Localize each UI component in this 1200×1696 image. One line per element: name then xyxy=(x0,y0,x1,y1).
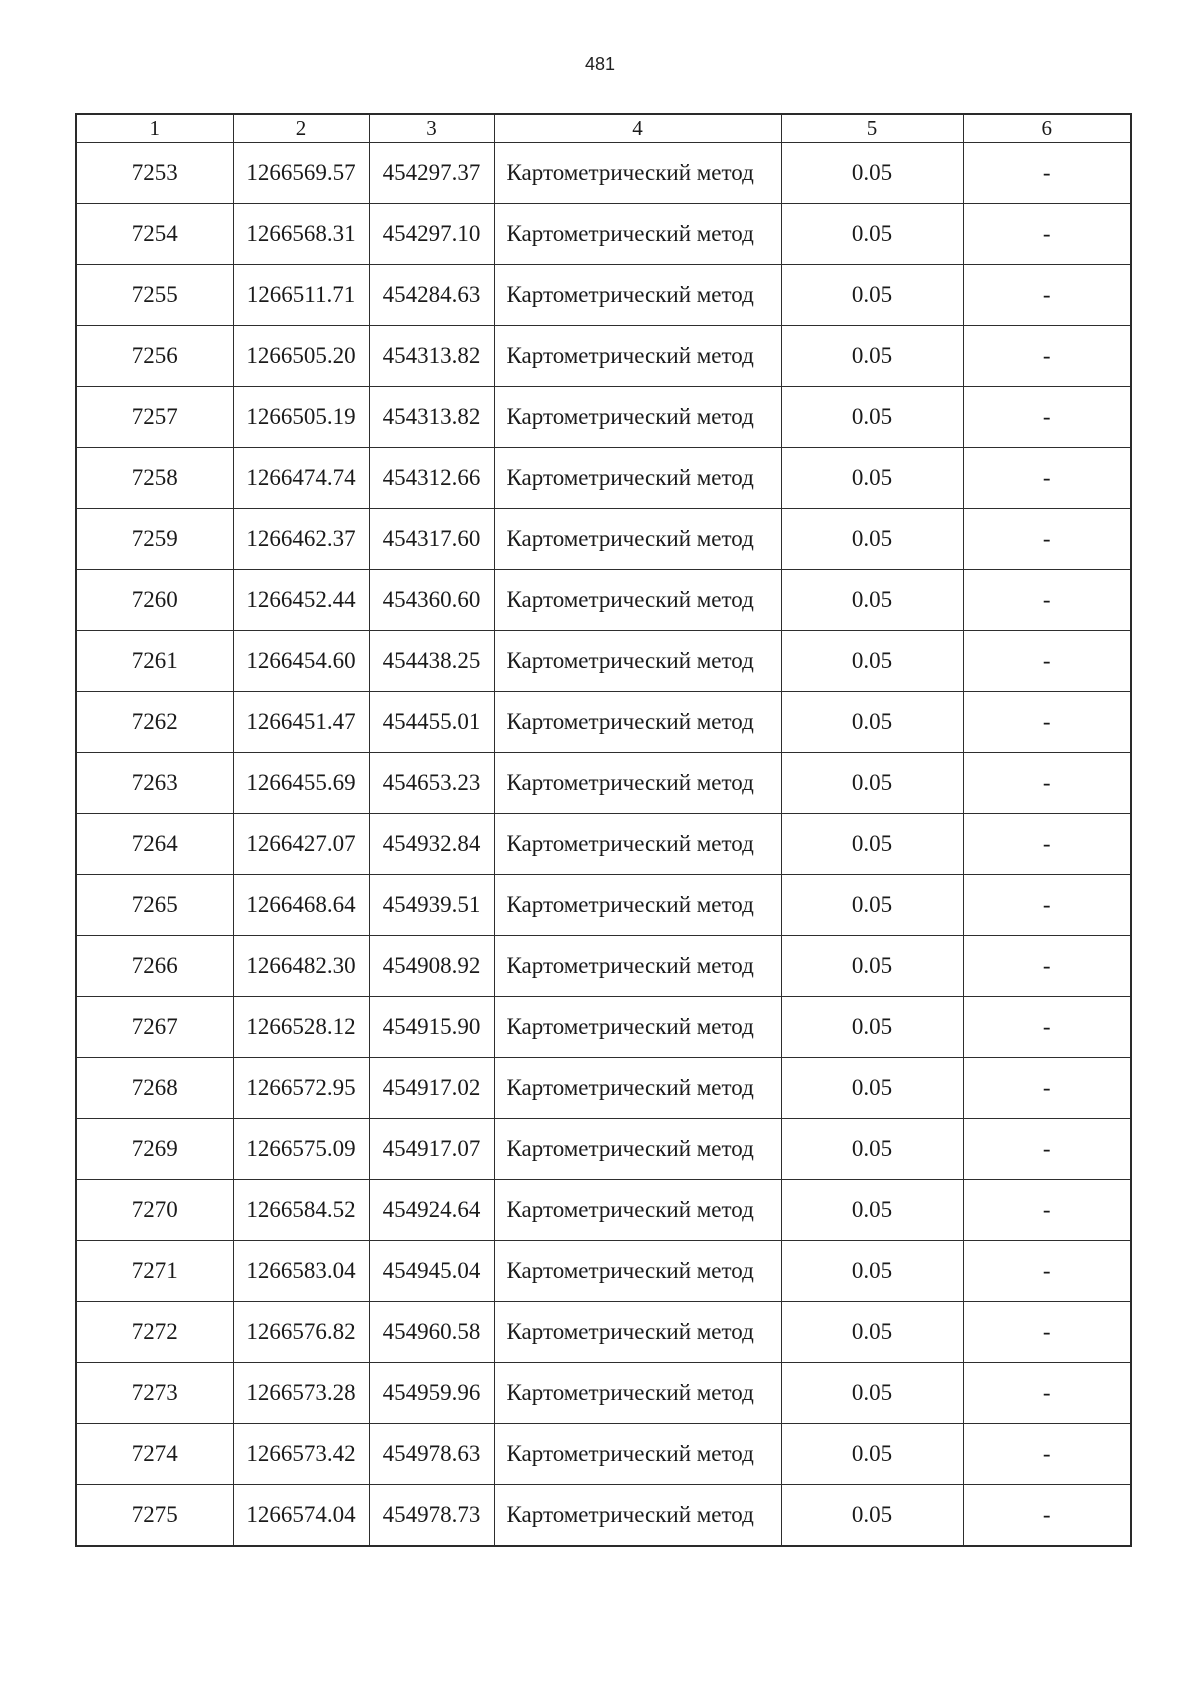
method-cell: Картометрический метод xyxy=(494,814,781,875)
point-number-cell: 7272 xyxy=(76,1302,233,1363)
accuracy-cell: 0.05 xyxy=(781,509,963,570)
point-number-cell: 7257 xyxy=(76,387,233,448)
table-row xyxy=(76,753,1131,814)
note-cell: - xyxy=(963,1424,1131,1485)
x-coordinate-cell: 1266569.57 xyxy=(233,143,369,204)
point-number-cell: 7274 xyxy=(76,1424,233,1485)
column-header-3: 3 xyxy=(369,114,494,143)
y-coordinate-cell: 454908.92 xyxy=(369,936,494,997)
point-number-cell: 7271 xyxy=(76,1241,233,1302)
table-row xyxy=(76,997,1131,1058)
method-cell: Картометрический метод xyxy=(494,143,781,204)
y-coordinate-cell: 454939.51 xyxy=(369,875,494,936)
x-coordinate-cell: 1266482.30 xyxy=(233,936,369,997)
column-header-6: 6 xyxy=(963,114,1131,143)
accuracy-cell: 0.05 xyxy=(781,387,963,448)
point-number-cell: 7270 xyxy=(76,1180,233,1241)
point-number-cell: 7267 xyxy=(76,997,233,1058)
y-coordinate-cell: 454932.84 xyxy=(369,814,494,875)
method-cell: Картометрический метод xyxy=(494,1119,781,1180)
accuracy-cell: 0.05 xyxy=(781,570,963,631)
table-row xyxy=(76,509,1131,570)
method-cell: Картометрический метод xyxy=(494,997,781,1058)
method-cell: Картометрический метод xyxy=(494,326,781,387)
note-cell: - xyxy=(963,753,1131,814)
table-row xyxy=(76,875,1131,936)
note-cell: - xyxy=(963,448,1131,509)
point-number-cell: 7262 xyxy=(76,692,233,753)
note-cell: - xyxy=(963,1058,1131,1119)
accuracy-cell: 0.05 xyxy=(781,448,963,509)
point-number-cell: 7255 xyxy=(76,265,233,326)
table-header xyxy=(76,114,1131,143)
x-coordinate-cell: 1266574.04 xyxy=(233,1485,369,1547)
accuracy-cell: 0.05 xyxy=(781,1424,963,1485)
accuracy-cell: 0.05 xyxy=(781,875,963,936)
y-coordinate-cell: 454978.73 xyxy=(369,1485,494,1547)
note-cell: - xyxy=(963,265,1131,326)
note-cell: - xyxy=(963,204,1131,265)
x-coordinate-cell: 1266583.04 xyxy=(233,1241,369,1302)
page-number: 481 xyxy=(584,54,616,74)
accuracy-cell: 0.05 xyxy=(781,997,963,1058)
table-row xyxy=(76,692,1131,753)
accuracy-cell: 0.05 xyxy=(781,692,963,753)
x-coordinate-cell: 1266505.19 xyxy=(233,387,369,448)
x-coordinate-cell: 1266427.07 xyxy=(233,814,369,875)
y-coordinate-cell: 454915.90 xyxy=(369,997,494,1058)
column-header-2: 2 xyxy=(233,114,369,143)
point-number-cell: 7261 xyxy=(76,631,233,692)
method-cell: Картометрический метод xyxy=(494,265,781,326)
table-row xyxy=(76,1241,1131,1302)
method-cell: Картометрический метод xyxy=(494,448,781,509)
method-cell: Картометрический метод xyxy=(494,936,781,997)
method-cell: Картометрический метод xyxy=(494,631,781,692)
method-cell: Картометрический метод xyxy=(494,570,781,631)
y-coordinate-cell: 454917.07 xyxy=(369,1119,494,1180)
method-cell: Картометрический метод xyxy=(494,1302,781,1363)
accuracy-cell: 0.05 xyxy=(781,143,963,204)
x-coordinate-cell: 1266454.60 xyxy=(233,631,369,692)
table-body xyxy=(76,143,1131,1547)
column-header-4: 4 xyxy=(494,114,781,143)
note-cell: - xyxy=(963,1119,1131,1180)
method-cell: Картометрический метод xyxy=(494,875,781,936)
note-cell: - xyxy=(963,692,1131,753)
note-cell: - xyxy=(963,387,1131,448)
note-cell: - xyxy=(963,997,1131,1058)
x-coordinate-cell: 1266576.82 xyxy=(233,1302,369,1363)
column-header-5: 5 xyxy=(781,114,963,143)
accuracy-cell: 0.05 xyxy=(781,204,963,265)
note-cell: - xyxy=(963,509,1131,570)
method-cell: Картометрический метод xyxy=(494,204,781,265)
x-coordinate-cell: 1266568.31 xyxy=(233,204,369,265)
y-coordinate-cell: 454297.10 xyxy=(369,204,494,265)
note-cell: - xyxy=(963,1241,1131,1302)
method-cell: Картометрический метод xyxy=(494,1180,781,1241)
table-row xyxy=(76,1485,1131,1547)
table-row xyxy=(76,1302,1131,1363)
y-coordinate-cell: 454959.96 xyxy=(369,1363,494,1424)
table-row xyxy=(76,1119,1131,1180)
note-cell: - xyxy=(963,1180,1131,1241)
x-coordinate-cell: 1266452.44 xyxy=(233,570,369,631)
x-coordinate-cell: 1266575.09 xyxy=(233,1119,369,1180)
point-number-cell: 7269 xyxy=(76,1119,233,1180)
y-coordinate-cell: 454438.25 xyxy=(369,631,494,692)
table-row xyxy=(76,570,1131,631)
accuracy-cell: 0.05 xyxy=(781,753,963,814)
y-coordinate-cell: 454653.23 xyxy=(369,753,494,814)
point-number-cell: 7265 xyxy=(76,875,233,936)
y-coordinate-cell: 454924.64 xyxy=(369,1180,494,1241)
table-row xyxy=(76,326,1131,387)
x-coordinate-cell: 1266511.71 xyxy=(233,265,369,326)
y-coordinate-cell: 454360.60 xyxy=(369,570,494,631)
point-number-cell: 7258 xyxy=(76,448,233,509)
table-row xyxy=(76,265,1131,326)
table-row xyxy=(76,1180,1131,1241)
header-row xyxy=(76,114,1131,143)
point-number-cell: 7259 xyxy=(76,509,233,570)
accuracy-cell: 0.05 xyxy=(781,631,963,692)
point-number-cell: 7253 xyxy=(76,143,233,204)
table-row xyxy=(76,1058,1131,1119)
accuracy-cell: 0.05 xyxy=(781,814,963,875)
x-coordinate-cell: 1266474.74 xyxy=(233,448,369,509)
x-coordinate-cell: 1266584.52 xyxy=(233,1180,369,1241)
y-coordinate-cell: 454960.58 xyxy=(369,1302,494,1363)
x-coordinate-cell: 1266462.37 xyxy=(233,509,369,570)
accuracy-cell: 0.05 xyxy=(781,1485,963,1547)
point-number-cell: 7266 xyxy=(76,936,233,997)
note-cell: - xyxy=(963,936,1131,997)
accuracy-cell: 0.05 xyxy=(781,1058,963,1119)
x-coordinate-cell: 1266572.95 xyxy=(233,1058,369,1119)
table-row xyxy=(76,631,1131,692)
y-coordinate-cell: 454313.82 xyxy=(369,326,494,387)
x-coordinate-cell: 1266455.69 xyxy=(233,753,369,814)
point-number-cell: 7256 xyxy=(76,326,233,387)
x-coordinate-cell: 1266468.64 xyxy=(233,875,369,936)
x-coordinate-cell: 1266451.47 xyxy=(233,692,369,753)
note-cell: - xyxy=(963,570,1131,631)
note-cell: - xyxy=(963,1302,1131,1363)
point-number-cell: 7263 xyxy=(76,753,233,814)
note-cell: - xyxy=(963,814,1131,875)
accuracy-cell: 0.05 xyxy=(781,1180,963,1241)
y-coordinate-cell: 454297.37 xyxy=(369,143,494,204)
x-coordinate-cell: 1266505.20 xyxy=(233,326,369,387)
method-cell: Картометрический метод xyxy=(494,753,781,814)
point-number-cell: 7264 xyxy=(76,814,233,875)
note-cell: - xyxy=(963,875,1131,936)
table-row xyxy=(76,1363,1131,1424)
point-number-cell: 7275 xyxy=(76,1485,233,1547)
note-cell: - xyxy=(963,143,1131,204)
y-coordinate-cell: 454284.63 xyxy=(369,265,494,326)
point-number-cell: 7260 xyxy=(76,570,233,631)
x-coordinate-cell: 1266573.42 xyxy=(233,1424,369,1485)
accuracy-cell: 0.05 xyxy=(781,326,963,387)
method-cell: Картометрический метод xyxy=(494,1241,781,1302)
note-cell: - xyxy=(963,1363,1131,1424)
table-row xyxy=(76,448,1131,509)
method-cell: Картометрический метод xyxy=(494,509,781,570)
table-row xyxy=(76,814,1131,875)
accuracy-cell: 0.05 xyxy=(781,265,963,326)
method-cell: Картометрический метод xyxy=(494,1485,781,1547)
table-row xyxy=(76,143,1131,204)
note-cell: - xyxy=(963,326,1131,387)
method-cell: Картометрический метод xyxy=(494,387,781,448)
table-row xyxy=(76,387,1131,448)
y-coordinate-cell: 454312.66 xyxy=(369,448,494,509)
y-coordinate-cell: 454917.02 xyxy=(369,1058,494,1119)
accuracy-cell: 0.05 xyxy=(781,936,963,997)
table-row xyxy=(76,204,1131,265)
point-number-cell: 7268 xyxy=(76,1058,233,1119)
accuracy-cell: 0.05 xyxy=(781,1119,963,1180)
y-coordinate-cell: 454945.04 xyxy=(369,1241,494,1302)
table-row xyxy=(76,936,1131,997)
y-coordinate-cell: 454317.60 xyxy=(369,509,494,570)
point-number-cell: 7273 xyxy=(76,1363,233,1424)
y-coordinate-cell: 454455.01 xyxy=(369,692,494,753)
x-coordinate-cell: 1266573.28 xyxy=(233,1363,369,1424)
accuracy-cell: 0.05 xyxy=(781,1363,963,1424)
method-cell: Картометрический метод xyxy=(494,1363,781,1424)
table-row xyxy=(76,1424,1131,1485)
method-cell: Картометрический метод xyxy=(494,692,781,753)
x-coordinate-cell: 1266528.12 xyxy=(233,997,369,1058)
note-cell: - xyxy=(963,631,1131,692)
coordinates-table xyxy=(75,113,1132,1547)
column-header-1: 1 xyxy=(76,114,233,143)
y-coordinate-cell: 454978.63 xyxy=(369,1424,494,1485)
method-cell: Картометрический метод xyxy=(494,1058,781,1119)
note-cell: - xyxy=(963,1485,1131,1547)
accuracy-cell: 0.05 xyxy=(781,1302,963,1363)
method-cell: Картометрический метод xyxy=(494,1424,781,1485)
accuracy-cell: 0.05 xyxy=(781,1241,963,1302)
point-number-cell: 7254 xyxy=(76,204,233,265)
y-coordinate-cell: 454313.82 xyxy=(369,387,494,448)
